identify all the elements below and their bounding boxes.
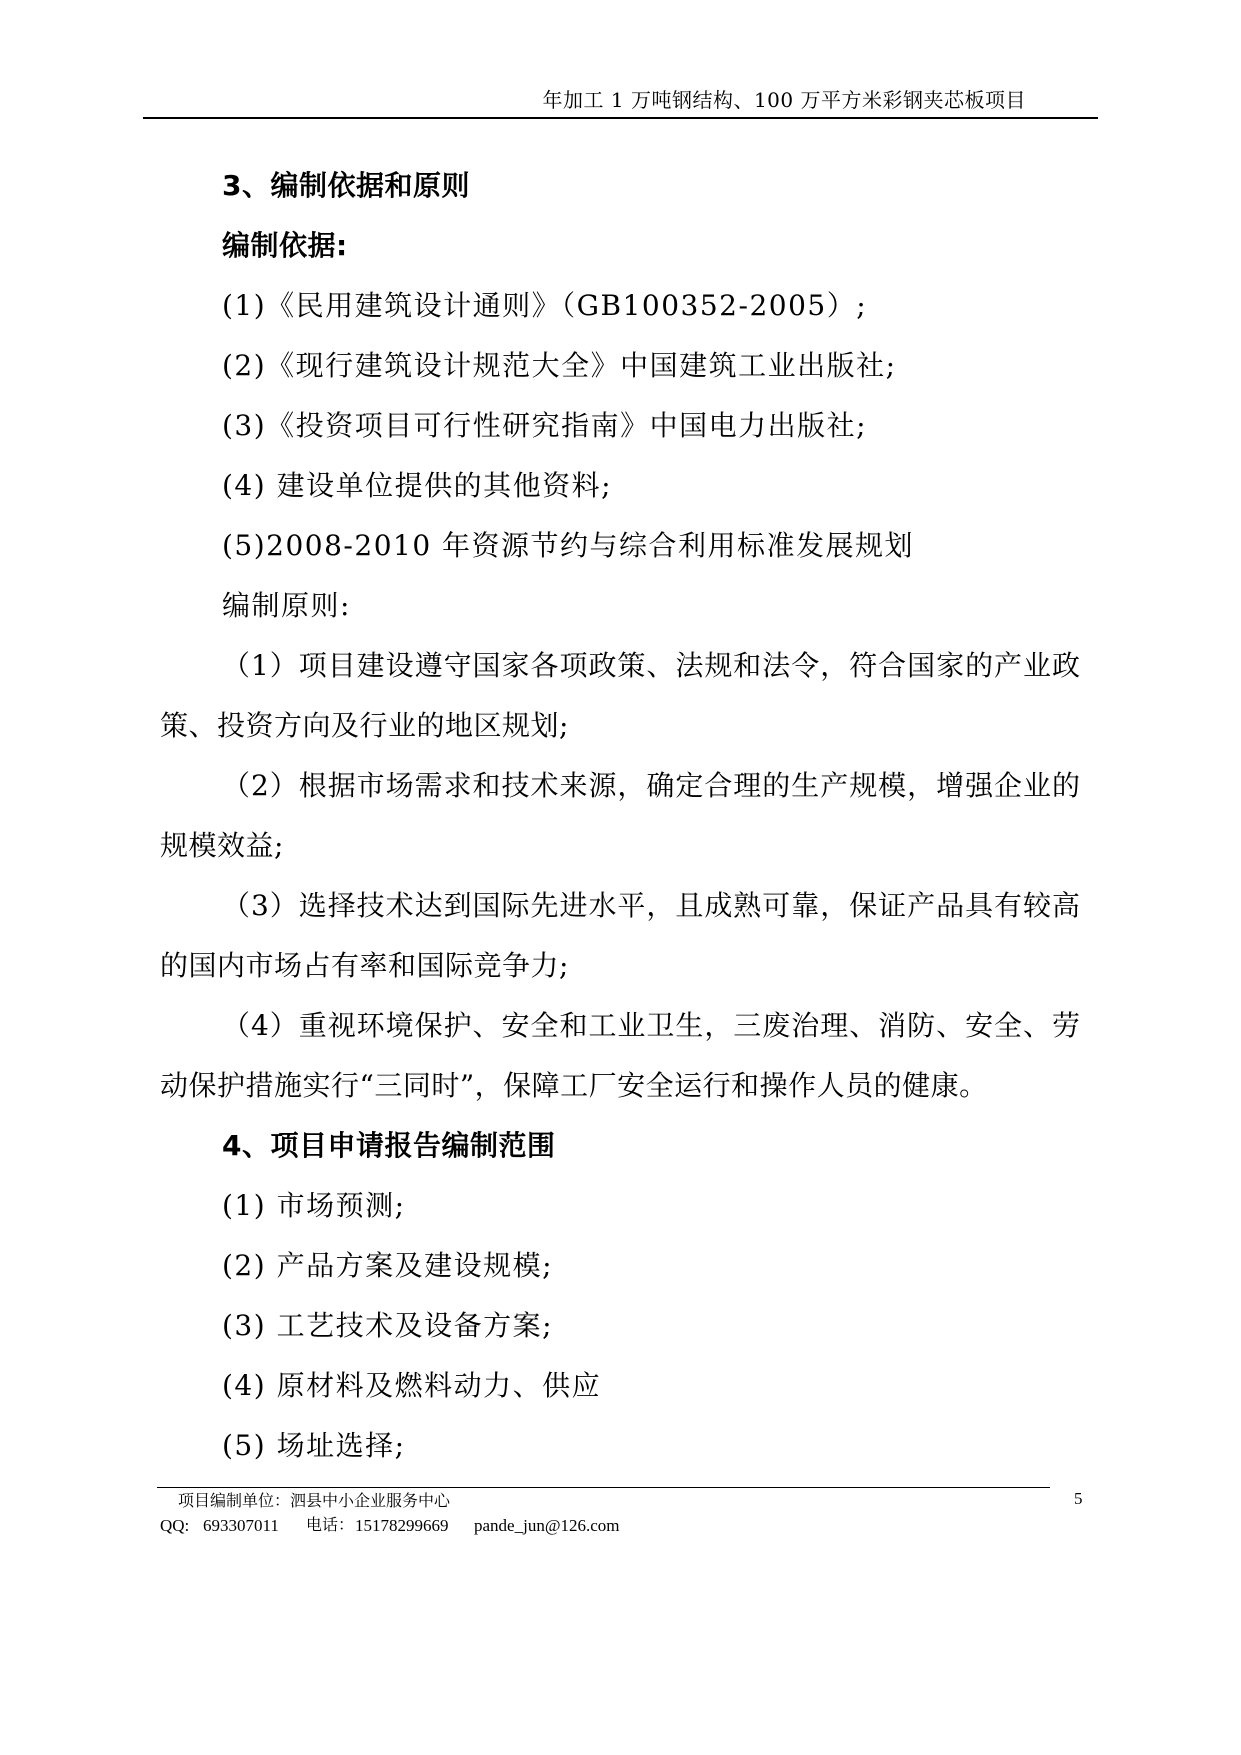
scope-item: (4) 原材料及燃料动力、供应: [222, 1369, 602, 1402]
paragraph-line: （3）选择技术达到国际先进水平，且成熟可靠，保证产品具有较高: [222, 889, 1080, 922]
qq-label: QQ:: [160, 1516, 190, 1535]
qq-number: 693307011: [203, 1516, 279, 1535]
basis-item: (2)《现行建筑设计规范大全》中国建筑工业出版社;: [222, 349, 897, 382]
footer-divider: [157, 1487, 1050, 1488]
section-4-heading: 4、项目申请报告编制范围: [222, 1129, 556, 1162]
scope-item: (3) 工艺技术及设备方案;: [222, 1309, 553, 1342]
email-address: pande_jun@126.com: [474, 1516, 620, 1535]
paragraph-line: 规模效益;: [160, 829, 284, 862]
principle-paragraph: [160, 876, 1080, 996]
phone-number: 15178299669: [355, 1516, 449, 1535]
principle-paragraph: [160, 756, 1080, 876]
header-divider: [143, 117, 1098, 119]
paragraph-line: 动保护措施实行“三同时”，保障工厂安全运行和操作人员的健康。: [160, 1069, 988, 1102]
scope-item: (2) 产品方案及建设规模;: [222, 1249, 553, 1282]
section-3-heading: 3、编制依据和原则: [222, 169, 470, 202]
basis-subheading: 编制依据:: [222, 229, 348, 262]
paragraph-line: 策、投资方向及行业的地区规划;: [160, 709, 569, 742]
paragraph-line: （4）重视环境保护、安全和工业卫生，三废治理、消防、安全、劳: [222, 1009, 1080, 1042]
scope-item: (5) 场址选择;: [222, 1429, 406, 1462]
basis-item: (3)《投资项目可行性研究指南》中国电力出版社;: [222, 409, 868, 442]
basis-item: (4) 建设单位提供的其他资料;: [222, 469, 612, 502]
footer-organization: 项目编制单位：泗县中小企业服务中心: [178, 1491, 451, 1510]
paragraph-line: （2）根据市场需求和技术来源，确定合理的生产规模，增强企业的: [222, 769, 1080, 802]
paragraph-line: 的国内市场占有率和国际竞争力;: [160, 949, 569, 982]
running-header-title: 年加工 1 万吨钢结构、100 万平方米彩钢夹芯板项目: [542, 88, 1026, 112]
footer-contact: [0, 1516, 1241, 1536]
scope-item: (1) 市场预测;: [222, 1189, 406, 1222]
document-body: [160, 156, 1080, 1476]
principle-paragraph: [160, 996, 1080, 1116]
paragraph-line: （1）项目建设遵守国家各项政策、法规和法令，符合国家的产业政: [222, 649, 1080, 682]
basis-item: (1)《民用建筑设计通则》（GB100352-2005）;: [222, 289, 868, 322]
phone-label: 电话：: [306, 1517, 355, 1534]
page-number: 5: [1074, 1489, 1083, 1508]
basis-item: (5)2008-2010 年资源节约与综合利用标准发展规划: [222, 529, 915, 562]
principles-subheading: 编制原则:: [222, 589, 351, 622]
principle-paragraph: [160, 636, 1080, 756]
